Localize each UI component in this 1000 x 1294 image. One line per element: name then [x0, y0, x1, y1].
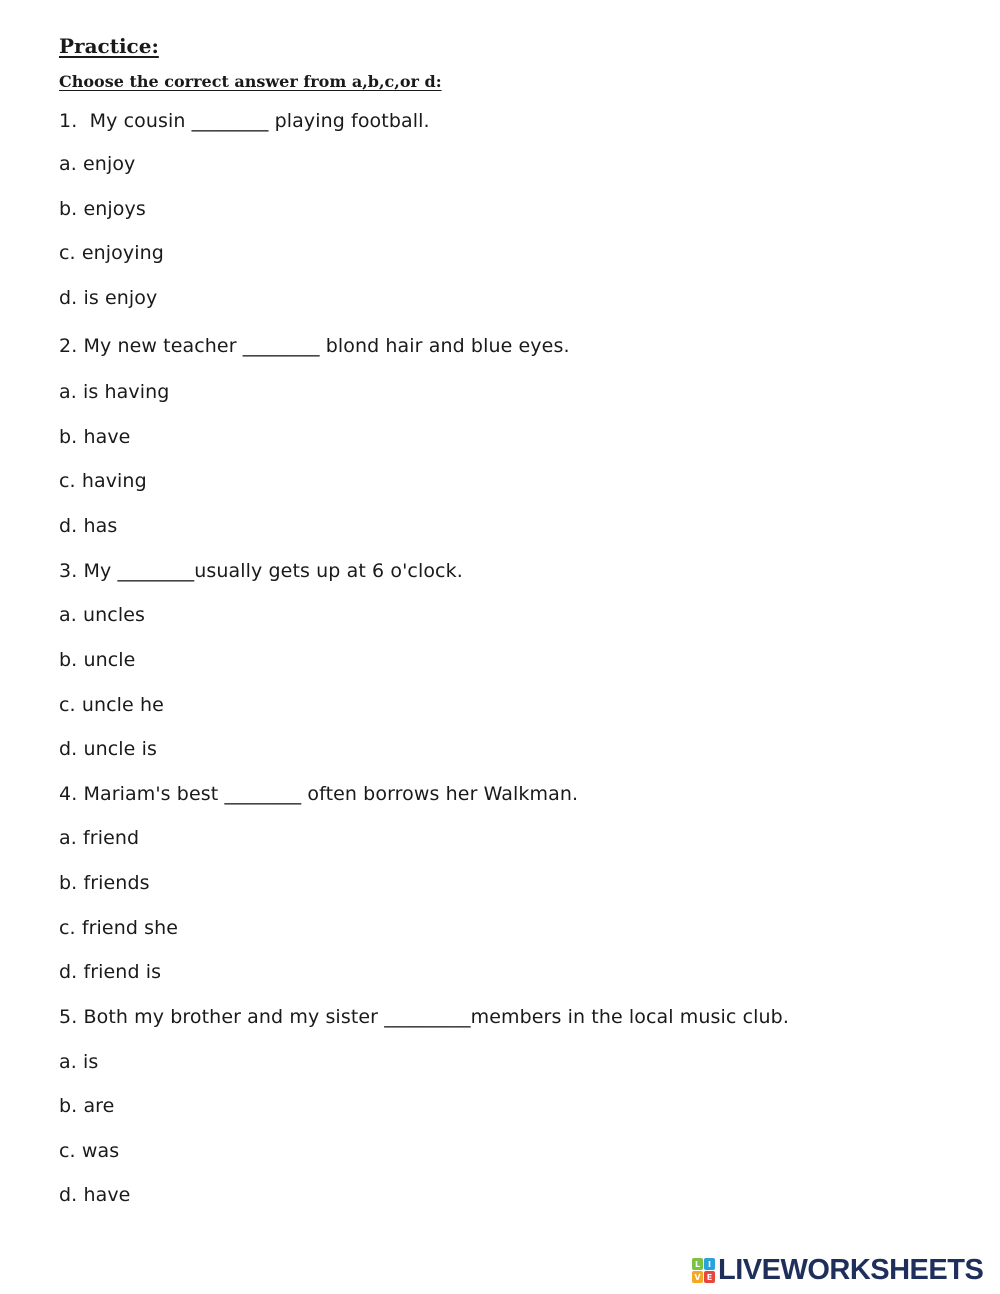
question-2-option-d[interactable]: d. has	[59, 515, 118, 537]
question-1-option-c[interactable]: c. enjoying	[59, 242, 164, 264]
page-title: Practice:	[59, 34, 159, 58]
question-2-option-a[interactable]: a. is having	[59, 381, 170, 403]
question-1-option-d[interactable]: d. is enjoy	[59, 287, 158, 309]
liveworksheets-logo-icon	[692, 1258, 714, 1282]
question-3-option-b[interactable]: b. uncle	[59, 649, 136, 671]
question-5-option-c[interactable]: c. was	[59, 1140, 120, 1162]
question-3-option-a[interactable]: a. uncles	[59, 604, 146, 626]
question-4-option-a[interactable]: a. friend	[59, 827, 140, 849]
question-4-option-c[interactable]: c. friend she	[59, 917, 179, 939]
question-4-option-d[interactable]: d. friend is	[59, 961, 162, 983]
question-5-stem: 5. Both my brother and my sister _________members in the local music club.	[59, 1006, 789, 1028]
question-1-option-b[interactable]: b. enjoys	[59, 198, 146, 220]
question-4-option-b[interactable]: b. friends	[59, 872, 150, 894]
question-5-option-d[interactable]: d. have	[59, 1184, 131, 1206]
question-1-stem: 1. My cousin ________ playing football.	[59, 110, 430, 132]
question-2-option-b[interactable]: b. have	[59, 426, 131, 448]
logo-mark-l: L	[692, 1258, 703, 1270]
question-4-stem: 4. Mariam's best ________ often borrows her Walkman.	[59, 783, 579, 805]
question-3-option-c[interactable]: c. uncle he	[59, 694, 164, 716]
question-3-stem: 3. My ________usually gets up at 6 o'clock.	[59, 560, 463, 582]
instruction-text: Choose the correct answer from a,b,c,or d:	[59, 72, 442, 91]
logo-mark-e: E	[704, 1271, 715, 1283]
logo-wordmark: LIVEWORKSHEETS	[718, 1254, 984, 1286]
question-2-stem: 2. My new teacher ________ blond hair and blue eyes.	[59, 335, 570, 357]
liveworksheets-logo	[692, 1253, 983, 1287]
question-5-option-b[interactable]: b. are	[59, 1095, 115, 1117]
question-5-option-a[interactable]: a. is	[59, 1051, 99, 1073]
question-2-option-c[interactable]: c. having	[59, 470, 147, 492]
question-3-option-d[interactable]: d. uncle is	[59, 738, 157, 760]
question-1-option-a[interactable]: a. enjoy	[59, 153, 136, 175]
logo-mark-i: I	[704, 1258, 715, 1270]
logo-mark-v: V	[692, 1271, 703, 1283]
